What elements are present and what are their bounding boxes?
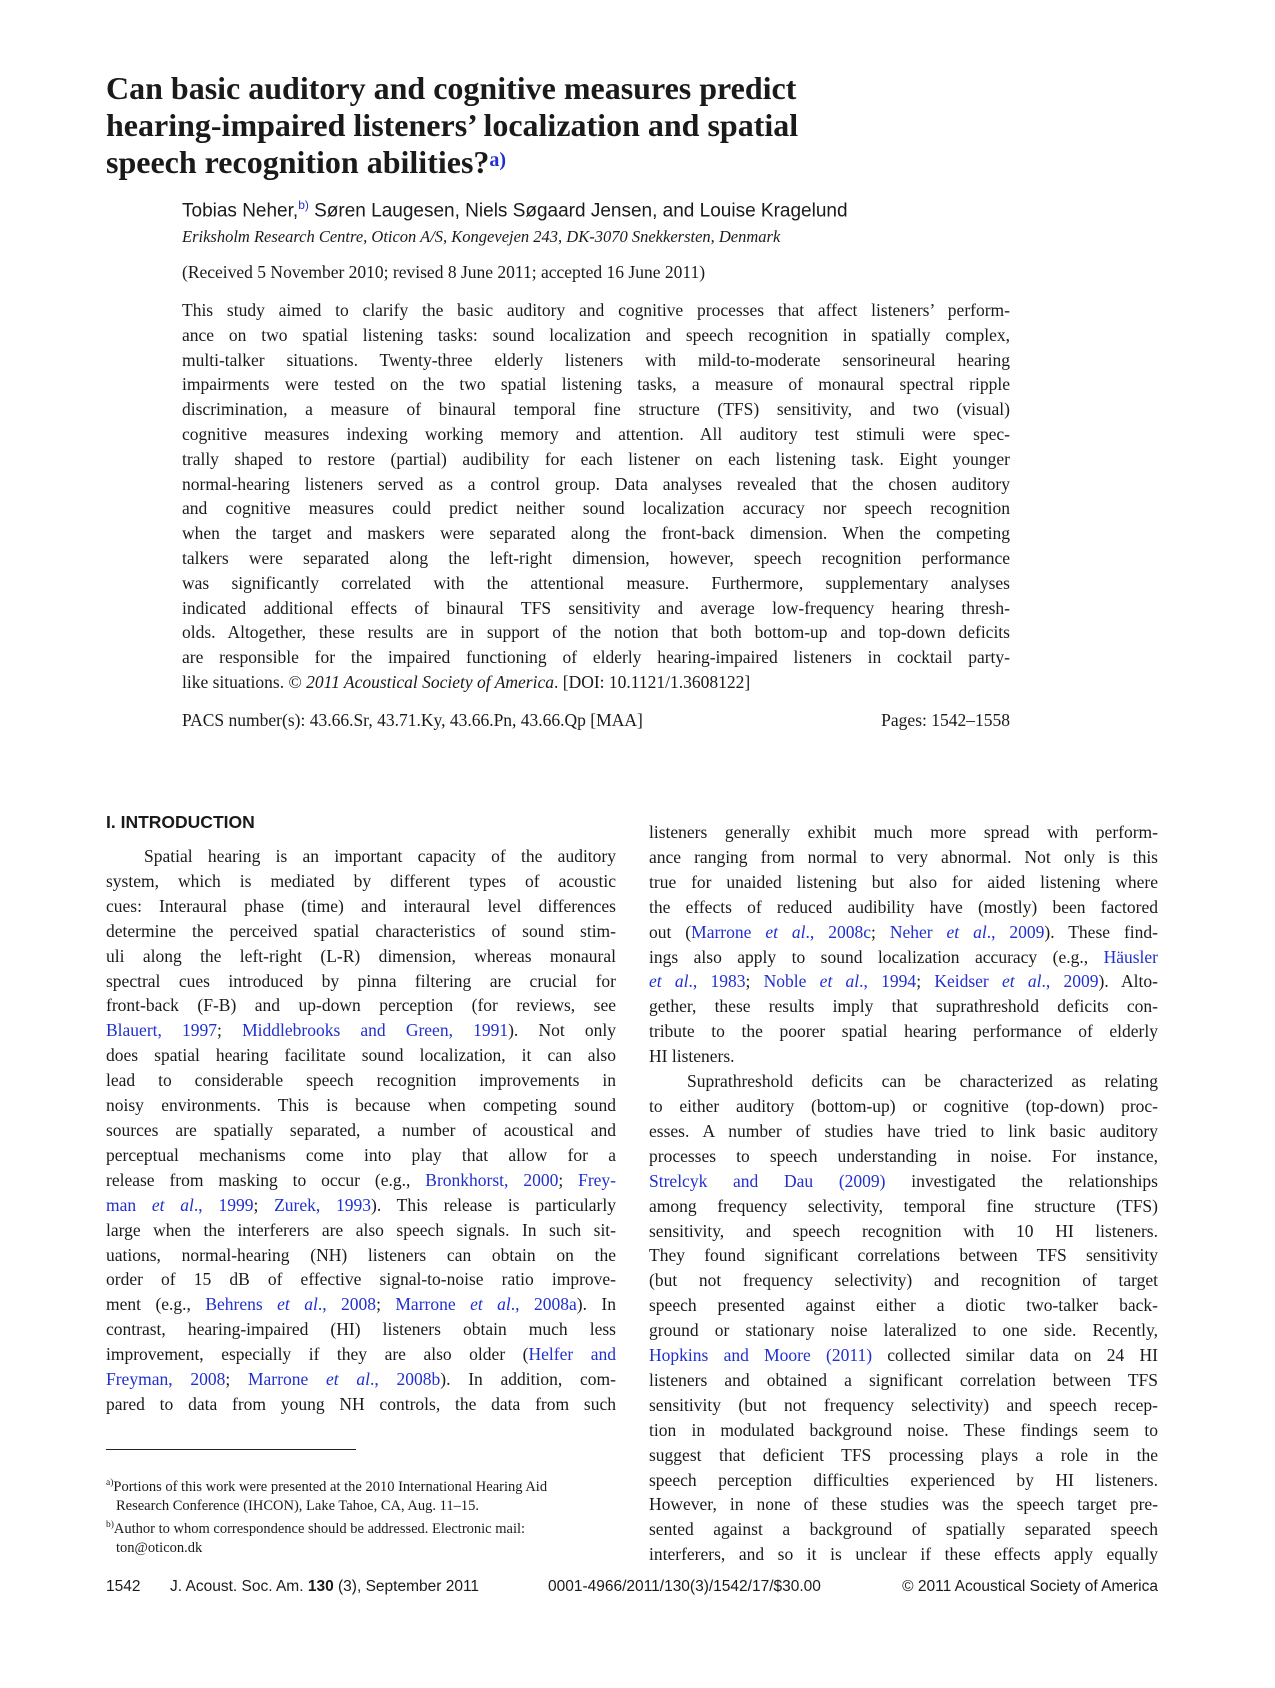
citation-link[interactable]: Frey- [578, 1169, 616, 1190]
title-line: Can basic auditory and cognitive measures predict [106, 70, 797, 106]
cite-part: ., 2008c [805, 921, 871, 942]
text-line: true for unaided listening but also for aided listening where [649, 871, 1158, 892]
text-line: Spatial hearing is an important capacity of the auditory [144, 846, 616, 866]
text-line: sensitivity (but not frequency selectivity) and speech recep- [649, 1394, 1158, 1415]
author-rest: Søren Laugesen, Niels Søgaard Jensen, and Louise Kragelund [308, 200, 848, 222]
text-line: gether, these results imply that suprathreshold deficits con- [649, 996, 1158, 1017]
cite-part: Behrens [205, 1294, 278, 1315]
citation-link[interactable] [934, 971, 1098, 991]
text-line [106, 1292, 616, 1317]
text-line: front-back (F-B) and up-down perception (for reviews, see [106, 995, 616, 1016]
text: ment (e.g., [106, 1294, 206, 1315]
citation-link[interactable] [691, 922, 871, 942]
sep: ; [217, 1020, 243, 1041]
cite-part: Marrone [395, 1294, 471, 1315]
sep: ; [871, 921, 890, 942]
text-line: They found significant correlations between TFS sensitivity [649, 1245, 1158, 1266]
citation-link[interactable] [764, 971, 917, 991]
cite-part: Marrone [247, 1369, 326, 1390]
cite-part: Neher [889, 921, 947, 942]
text-line: sources are spatially separated, a number of acoustical and [106, 1119, 616, 1140]
footer-copyright: © 2011 Acoustical Society of America [902, 1578, 1158, 1595]
cite-etal: et al [151, 1194, 194, 1215]
text-line: spectral cues introduced by pinna filtering are crucial for [106, 970, 616, 991]
cite-etal: et al [277, 1294, 318, 1315]
abstract-line: indicated additional effects of binaural TFS sensitivity and average low-frequency hearing thresh- [182, 597, 1010, 618]
author-first: Tobias Neher, [182, 200, 299, 222]
text-line: uli along the left-right (L-R) dimension, whereas monaural [106, 945, 616, 966]
footnotes [106, 1474, 616, 1558]
text-line: order of 15 dB of effective signal-to-noise ratio improve- [106, 1269, 616, 1290]
citation-link[interactable]: Bronkhorst, 2000 [425, 1169, 559, 1190]
cite-part: Noble [763, 971, 820, 992]
citation-link[interactable]: Häusler [1103, 946, 1158, 967]
footnote-divider [106, 1449, 356, 1450]
cite-part: ., 1983 [688, 971, 746, 992]
text-line: listeners and obtained a significant correlation between TFS [649, 1369, 1158, 1390]
text-line: However, in none of these studies was the speech target pre- [649, 1494, 1158, 1515]
affiliation: Eriksholm Research Centre, Oticon A/S, Kongevejen 243, DK-3070 Snekkersten, Denmark [182, 227, 781, 246]
text-line: to either auditory (bottom-up) or cognitive (top-down) proc- [649, 1095, 1158, 1116]
citation-link[interactable] [890, 922, 1045, 942]
abstract-line: and cognitive measures could predict neither sound localization accuracy nor speech recognition [182, 498, 1010, 519]
abstract-line: impairments were tested on the two spatial listening tasks, a measure of monaural spectral ripple [182, 374, 1010, 395]
abstract-line: multi-talker situations. Twenty-three elderly listeners with mild-to-moderate sensorineural hearing [182, 349, 1010, 370]
cite-part: ., 2009 [1041, 971, 1099, 992]
x: like situations. © [182, 671, 307, 692]
citation-link[interactable]: Blauert, 1997 [106, 1020, 218, 1041]
citation-link[interactable] [205, 1294, 376, 1314]
cite-etal: et al [765, 921, 806, 942]
abstract-line: olds. Altogether, these results are in support of the notion that both bottom-up and top-down deficits [182, 622, 1010, 643]
text-line [649, 969, 1158, 994]
text-line [106, 1342, 616, 1367]
cite-part: Keidser [934, 971, 1002, 992]
text-line: speech perception difficulties experienced by HI listeners. [649, 1469, 1158, 1490]
text-line: sensitivity, and speech recognition with 10 HI listeners. [649, 1220, 1158, 1241]
cite-part: ., 2008 [317, 1294, 377, 1315]
text: ). These find- [1044, 921, 1158, 942]
citation-link[interactable] [649, 971, 746, 991]
text-line: processes to speech understanding in noise. For instance, [649, 1145, 1158, 1166]
text-line: perceptual mechanisms come into play that allow for a [106, 1144, 616, 1165]
abstract-line: when the target and maskers were separated along the front-back dimension. When the competing [182, 523, 1010, 544]
abstract-line: cognitive measures indexing working memory and attention. All auditory test stimuli were spec- [182, 423, 1010, 444]
text-line: contrast, hearing-impaired (HI) listeners obtain much less [106, 1319, 616, 1340]
citation-link[interactable]: Hopkins and Moore (2011) [649, 1345, 873, 1366]
left-column [106, 844, 616, 1417]
footnote-mark: a) [106, 1478, 114, 1488]
text-line [649, 945, 1158, 970]
pacs-numbers: PACS number(s): 43.66.Sr, 43.71.Ky, 43.66.Pn, 43.66.Qp [MAA] [182, 710, 643, 730]
citation-link[interactable]: Zurek, 1993 [274, 1194, 372, 1215]
article-code: 0001-4966/2011/130(3)/1542/17/$30.00 [548, 1578, 821, 1595]
text-line [649, 920, 1158, 945]
sep: ; [253, 1194, 275, 1215]
footnote-b [106, 1516, 616, 1539]
footnote-a [106, 1474, 616, 1497]
text-line: cues: Interaural phase (time) and interaural level differences [106, 895, 616, 916]
cite-part: ., 1999 [193, 1194, 254, 1215]
cite-etal: et al [325, 1369, 370, 1390]
title-line: hearing-impaired listeners’ localization and spatial [106, 107, 799, 143]
sep: ; [916, 971, 935, 992]
footnote-text: Author to whom correspondence should be addressed. Electronic mail: [113, 1520, 526, 1537]
text-line [649, 1343, 1158, 1368]
abstract-line [182, 670, 1010, 695]
footnote-mark: b) [106, 1519, 114, 1530]
title-line-text: speech recognition abilities? [106, 144, 490, 180]
pacs-line [182, 710, 1010, 731]
journal-issue: (3), September 2011 [333, 1578, 480, 1595]
doi: . [DOI: 10.1121/1.3608122] [554, 671, 751, 692]
citation-link[interactable]: Freyman, 2008 [106, 1369, 226, 1390]
received-dates: (Received 5 November 2010; revised 8 June 2011; accepted 16 June 2011) [182, 262, 706, 282]
text-line: esses. A number of studies have tried to link basic auditory [649, 1120, 1158, 1141]
text: ). In [576, 1294, 616, 1315]
citation-link[interactable] [106, 1195, 253, 1215]
sep: ; [376, 1294, 396, 1315]
abstract-line: normal-hearing listeners served as a control group. Data analyses revealed that the chosen auditory [182, 473, 1010, 494]
citation-link[interactable]: Middlebrooks and Green, 1991 [242, 1020, 509, 1041]
text: ). This release is particularly [371, 1194, 616, 1215]
cite-etal: et al [470, 1294, 511, 1315]
citation-link[interactable] [248, 1369, 440, 1389]
abstract-line: was significantly correlated with the attentional measure. Furthermore, supplementary analyses [182, 572, 1010, 593]
text-line: interferers, and so it is unclear if these effects apply equally [649, 1544, 1158, 1565]
text-line: HI listeners. [649, 1046, 735, 1067]
copyright-society: 2011 Acoustical Society of America [306, 671, 554, 692]
text-line: suggest that deficient TFS processing plays a role in the [649, 1444, 1158, 1465]
right-column [649, 820, 1158, 1567]
sep: ; [558, 1169, 579, 1190]
cite-etal: et al [946, 921, 987, 942]
text-line: Suprathreshold deficits can be characterized as relating [687, 1071, 1158, 1092]
title-line [106, 144, 1006, 181]
abstract-line: are responsible for the impaired functioning of elderly hearing-impaired listeners in cocktail party- [182, 647, 1010, 668]
cite-part: Marrone [691, 921, 766, 942]
text-line [106, 1168, 616, 1193]
text: improvement, especially if they are also older ( [106, 1344, 529, 1365]
text: ). Not only [508, 1020, 616, 1041]
text-line: determine the perceived spatial characteristics of sound stim- [106, 920, 616, 941]
text-line: pared to data from young NH controls, the data from such [106, 1393, 616, 1414]
section-heading: I. INTRODUCTION [106, 812, 255, 832]
sep: ; [225, 1369, 248, 1390]
abstract-line: This study aimed to clarify the basic auditory and cognitive processes that affect listeners’ perform- [182, 300, 1010, 320]
cite-part: man [106, 1194, 152, 1215]
citation-link[interactable] [395, 1294, 576, 1314]
text: ings also apply to sound localization accuracy (e.g., [649, 946, 1104, 967]
text-line [106, 1193, 616, 1218]
text: ). In addition, com- [440, 1369, 616, 1390]
footnote-a-cont: Research Conference (IHCON), Lake Tahoe, CA, Aug. 11–15. [116, 1497, 479, 1514]
text: collected similar data on 24 HI [872, 1345, 1158, 1366]
text-line [106, 1018, 616, 1043]
abstract-line: discrimination, a measure of binaural temporal fine structure (TFS) sensitivity, and two (visual) [182, 399, 1010, 420]
text-line: noisy environments. This is because when competing sound [106, 1095, 616, 1116]
text-line: speech presented against either a diotic two-talker back- [649, 1295, 1158, 1316]
text-line: sented against a background of spatially separated speech [649, 1519, 1158, 1540]
page-number: 1542 [106, 1578, 141, 1595]
text-line: uations, normal-hearing (NH) listeners can obtain on the [106, 1244, 616, 1265]
cite-part: ., 2008b [369, 1369, 441, 1390]
text-line: (but not frequency selectivity) and recognition of target [649, 1270, 1158, 1291]
abstract-line: trally shaped to restore (partial) audibility for each listener on each listening task. Eight younger [182, 448, 1010, 469]
text-line: listeners generally exhibit much more spread with perform- [649, 822, 1158, 842]
abstract [182, 298, 1010, 695]
citation-link[interactable]: Strelcyk and Dau (2009) [649, 1170, 886, 1191]
text: investigated the relationships [885, 1170, 1158, 1191]
text: release from masking to occur (e.g., [106, 1169, 426, 1190]
page-range: Pages: 1542–1558 [881, 710, 1010, 730]
text-line: system, which is mediated by different types of acoustic [106, 870, 616, 891]
journal-volume: 130 [307, 1578, 334, 1595]
cite-etal: et al [649, 971, 689, 992]
text-line [106, 1367, 616, 1392]
paper-title [106, 70, 1006, 181]
cite-etal: et al [1002, 971, 1042, 992]
title-footnote-link[interactable]: a) [489, 149, 507, 171]
text-line: ance ranging from normal to very abnormal. Not only is this [649, 846, 1158, 867]
cite-etal: et al [819, 971, 860, 992]
footnote-b-email: ton@oticon.dk [116, 1539, 203, 1556]
text-line: ground or stationary noise lateralized to one side. Recently, [649, 1320, 1158, 1341]
cite-part: ., 2009 [986, 921, 1045, 942]
text-line: tribute to the poorer spatial hearing performance of elderly [649, 1021, 1158, 1042]
cite-part: ., 2008a [510, 1294, 577, 1315]
citation-link[interactable]: Helfer and [528, 1344, 616, 1365]
text-line: among frequency selectivity, temporal fine structure (TFS) [649, 1195, 1158, 1216]
journal-citation [170, 1578, 479, 1596]
journal-name: J. Acoust. Soc. Am. [170, 1578, 308, 1595]
text-line: tion in modulated background noise. These findings seem to [649, 1419, 1158, 1440]
text-line [649, 1169, 1158, 1194]
text-line: the effects of reduced audibility have (mostly) been factored [649, 896, 1158, 917]
text: ). Alto- [1098, 971, 1158, 992]
author-list [182, 198, 848, 222]
author-footnote-link[interactable]: b) [298, 198, 309, 212]
text-line: large when the interferers are also speech signals. In such sit- [106, 1219, 616, 1240]
text-line: lead to considerable speech recognition improvements in [106, 1070, 616, 1091]
abstract-line: ance on two spatial listening tasks: sound localization and speech recognition in spatially complex, [182, 324, 1010, 345]
cite-part: ., 1994 [859, 971, 917, 992]
sep: ; [745, 971, 764, 992]
footnote-text: Portions of this work were presented at the 2010 International Hearing Aid [113, 1478, 548, 1495]
abstract-line: talkers were separated along the left-right dimension, however, speech recognition performance [182, 547, 1010, 568]
text-line: does spatial hearing facilitate sound localization, it can also [106, 1045, 616, 1066]
text: out ( [649, 921, 692, 942]
